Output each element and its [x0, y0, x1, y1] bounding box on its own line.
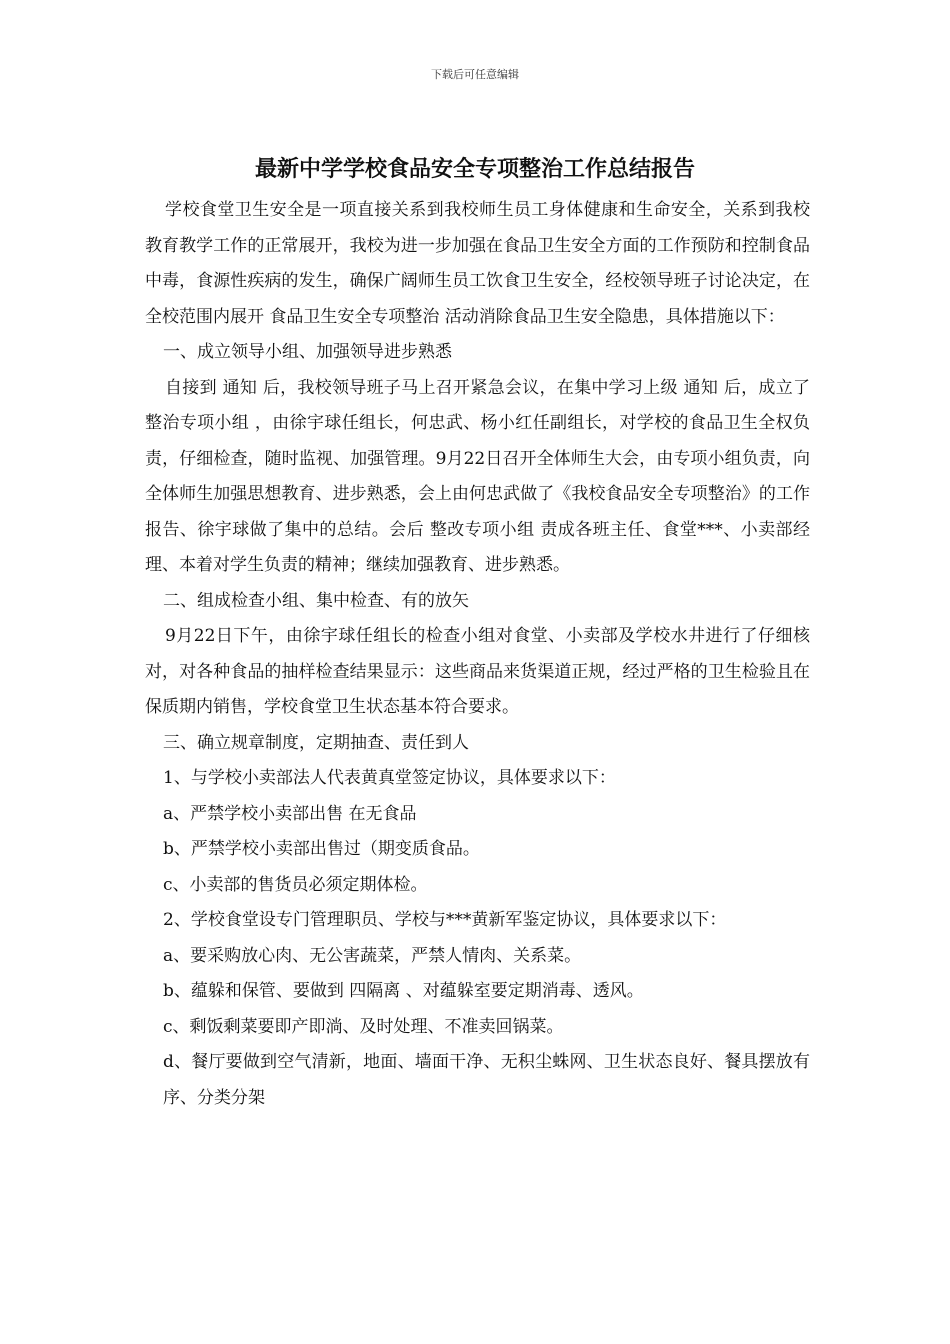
list-item: a、严禁学校小卖部出售 在无食品 [163, 803, 417, 824]
document-body [145, 193, 810, 1116]
list-item: b、蕴躲和保管、要做到 四隔离 、对蕴躲室要定期消毒、透风。 [163, 981, 644, 1001]
list-item: b、严禁学校小卖部出售过（期变质食品。 [163, 839, 480, 859]
list-item: 1、与学校小卖部法人代表黄真堂签定协议，具体要求以下： [163, 768, 616, 788]
section-heading-1: 一、成立领导小组、加强领导进步熟悉 [163, 342, 452, 362]
header-note: 下载后可任意编辑 [431, 68, 519, 81]
list-item: a、要采购放心肉、无公害蔬菜，严禁人情肉、关系菜。 [163, 945, 582, 966]
paragraph-section-1: 自接到 通知 后，我校领导班子马上召开紧急会议，在集中学习上级 通知 后，成立了 整治专项小组 ，由徐宇球任组长，何忠武、杨小红任副组长，对学校的食品卫生全权负责，仔细检查，随时监视、加强管理。9月22日召开全体师生大会，由专项小组负责，向全体师生加强思想教育、进步熟悉，会上由何忠武做了《我校食品安全专项整治》的工作报告、徐宇球做了集中的总结。会后 整改专项小组 责成各班主任、食堂***、小卖部经理、本着对学生负责的精神；继续加强教育、进步熟悉。 [145, 377, 810, 575]
section-heading-3: 三、确立规章制度，定期抽查、责任到人 [163, 732, 469, 753]
list-item: 2、学校食堂设专门管理职员、学校与***黄新军鉴定协议，具体要求以下： [163, 910, 727, 930]
paragraph-section-2: 9月22日下午，由徐宇球任组长的检查小组对食堂、小卖部及学校水井进行了仔细核对，对各种食品的抽样检查结果显示：这些商品来货渠道正规，经过严格的卫生检验且在保质期内销售，学校食堂卫生状态基本符合要求。 [145, 626, 810, 717]
list-item: c、小卖部的售货员必须定期体检。 [163, 874, 428, 895]
paragraph-intro: 学校食堂卫生安全是一项直接关系到我校师生员工身体健康和生命安全，关系到我校教育教学工作的正常展开，我校为进一步加强在食品卫生安全方面的工作预防和控制食品中毒，食源性疾病的发生，确保广阔师生员工饮食卫生安全，经校领导班子讨论决定，在全校范围内展开 食品卫生安全专项整治 活动消除食品卫生安全隐患，具体措施以下： [145, 200, 810, 327]
list-item: d、餐厅要做到空气清新，地面、墙面干净、无积尘蛛网、卫生状态良好、餐具摆放有序、分类分架 [163, 1052, 810, 1108]
list-item: c、剩饭剩菜要即产即淌、及时处理、不准卖回锅菜。 [163, 1016, 564, 1037]
document-title: 最新中学学校食品安全专项整治工作总结报告 [254, 157, 695, 182]
section-heading-2: 二、组成检查小组、集中检查、有的放矢 [163, 590, 469, 611]
